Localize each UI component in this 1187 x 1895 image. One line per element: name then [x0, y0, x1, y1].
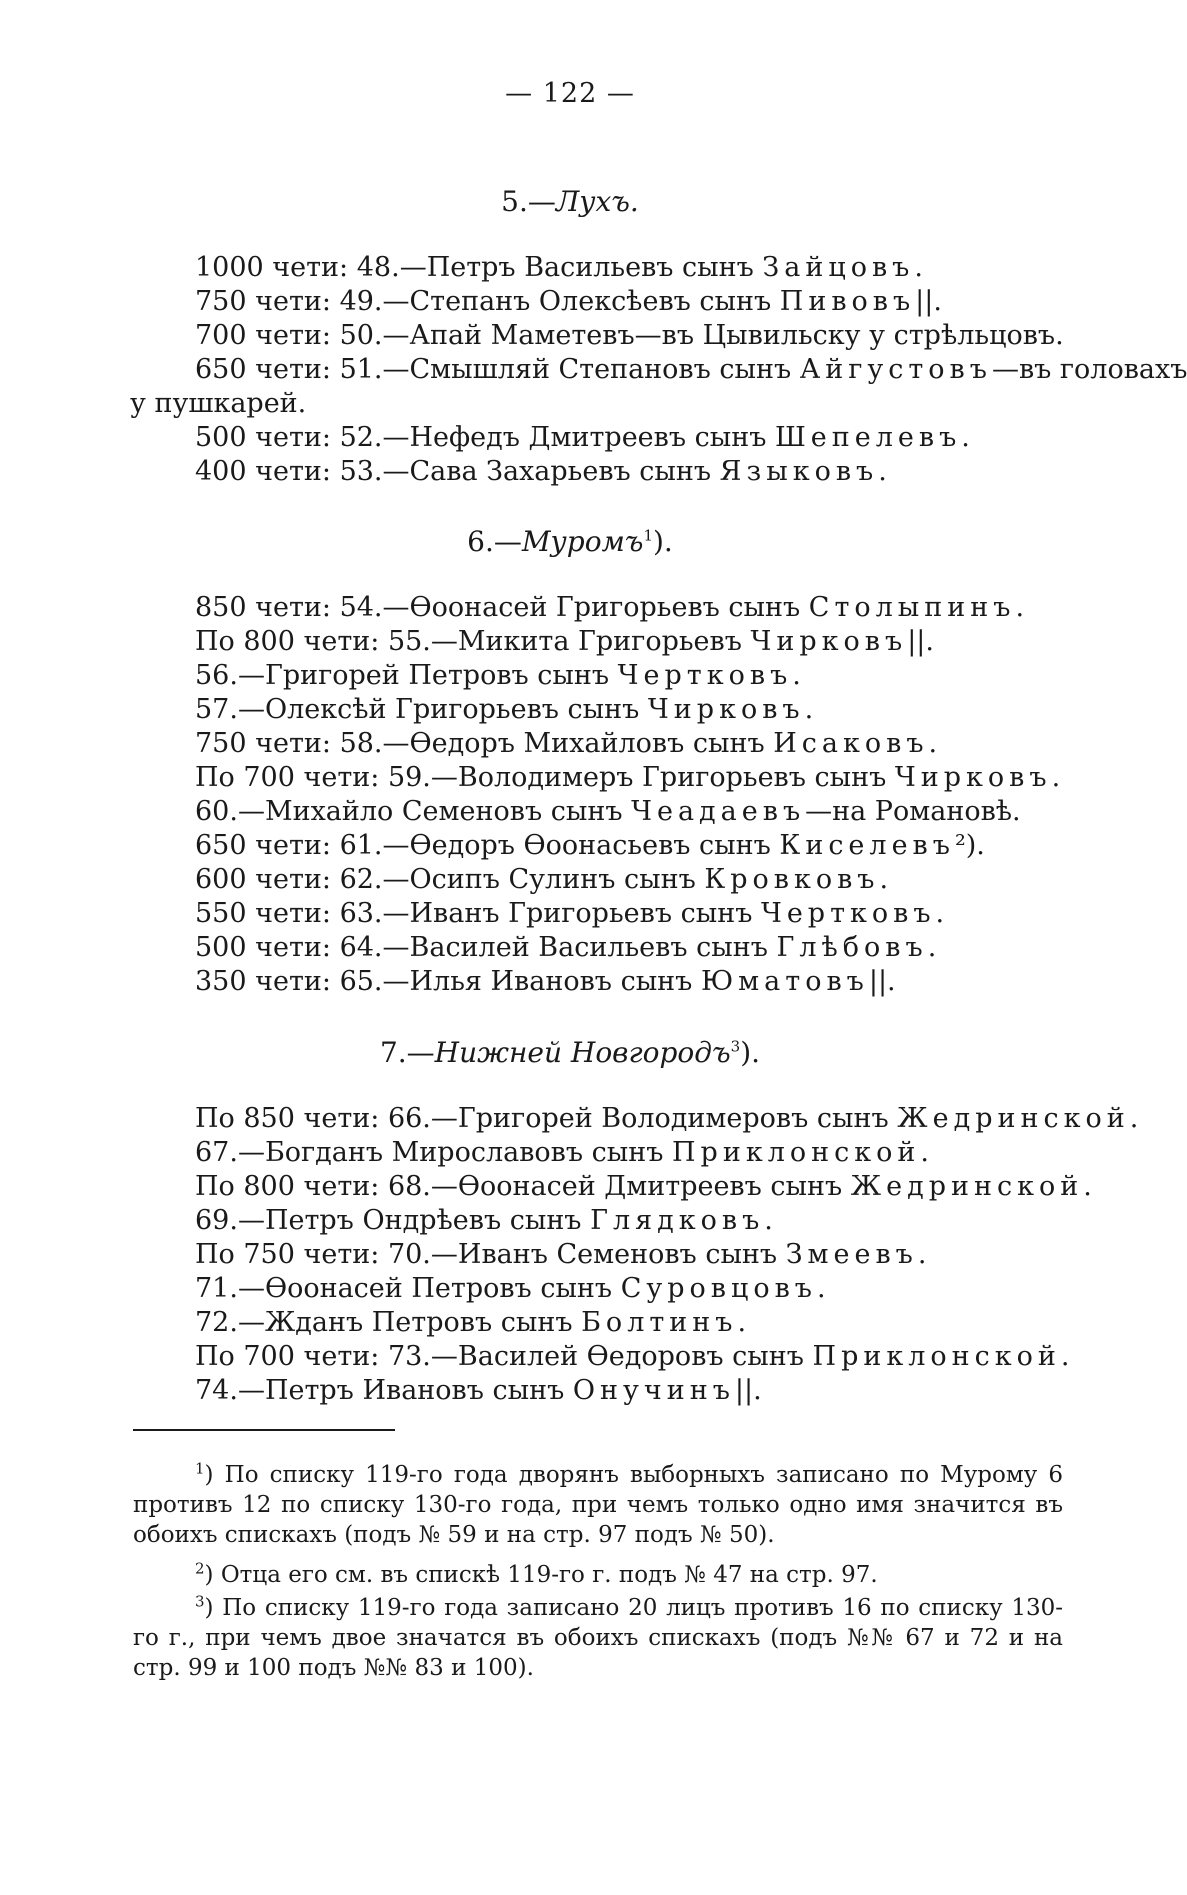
entry-line: 400 чети: 53.—Сава Захарьевъ сынъ Языковъ. [195, 456, 887, 487]
surname: Исаковъ [773, 728, 929, 759]
surname: Жедринской [897, 1103, 1130, 1134]
footnote-3: $^3$) По списку 119-го года записано 20 лицъ противъ 16 по списку 130-го г., при чемъ двое значатся въ обоихъ спискахъ (подъ №№ 67 и 72 и на стр. 99 и 100 подъ №№ 83 и 100). [133, 1592, 1063, 1681]
section-heading-luh [0, 185, 1140, 218]
entry-line: 1000 чети: 48.—Петръ Васильевъ сынъ Зайцовъ. [195, 252, 923, 283]
entry-line-continued: у пушкарей. [130, 388, 307, 419]
heading-number: 5.— [501, 185, 556, 218]
surname: Пивовъ [779, 286, 916, 317]
entry-line: 550 чети: 63.—Иванъ Григорьевъ сынъ Чертковъ. [195, 898, 945, 929]
entry-line: 750 чети: 49.—Степанъ Олексѣевъ сынъ Пивовъ||. [195, 286, 942, 317]
footnote-1: $^1$) По списку 119-го года дворянъ выборныхъ записано по Мурому 6 противъ 12 по списку 130-го года, при чемъ только одно имя значится въ обоихъ спискахъ (подъ № 59 и на стр. 97 подъ № 50). [133, 1459, 1063, 1548]
surname: Змеевъ [785, 1239, 918, 1270]
surname: Юматовъ [700, 966, 869, 997]
entry-line: По 750 чети: 70.—Иванъ Семеновъ сынъ Змеевъ. [195, 1239, 927, 1270]
footnote-2: $^2$) Отца его см. въ спискѣ 119-го г. подъ № 47 на стр. 97. [195, 1559, 878, 1588]
entry-line: 57.—Олексѣй Григорьевъ сынъ Чирковъ. [195, 694, 814, 725]
entry-line: По 850 чети: 66.—Григорей Володимеровъ сынъ Жедринской. [195, 1103, 1139, 1134]
surname: Чертковъ [617, 660, 793, 691]
entry-line: 850 чети: 54.—Ѳоонасей Григорьевъ сынъ Столыпинъ. [195, 592, 1025, 623]
surname: Языковъ [719, 456, 879, 487]
surname: Глѣбовъ [776, 932, 928, 963]
entry-line: 350 чети: 65.—Илья Ивановъ сынъ Юматовъ||. [195, 966, 896, 997]
entry-line: По 800 чети: 68.—Ѳоонасей Дмитреевъ сынъ Жедринской. [195, 1171, 1092, 1202]
entry-line: По 700 чети: 59.—Володимеръ Григорьевъ сынъ Чирковъ. [195, 762, 1061, 793]
surname: Чирковъ [647, 694, 805, 725]
surname: Киселевъ [779, 830, 955, 861]
heading-place: Нижней Новгородъ [434, 1036, 731, 1069]
surname: Суровцовъ [620, 1273, 817, 1304]
entry-line: 71.—Ѳоонасей Петровъ сынъ Суровцовъ. [195, 1273, 826, 1304]
heading-place: Муромъ [521, 525, 644, 558]
surname: Чирковъ [750, 626, 908, 657]
entry-line: 69.—Петръ Ондрѣевъ сынъ Глядковъ. [195, 1205, 773, 1236]
entry-line: 500 чети: 64.—Василей Васильевъ сынъ Глѣбовъ. [195, 932, 937, 963]
surname: Чертковъ [760, 898, 936, 929]
surname: Зайцовъ [762, 252, 915, 283]
surname: Приклонской [812, 1341, 1061, 1372]
footnote-divider [133, 1429, 395, 1431]
entry-line: По 800 чети: 55.—Микита Григорьевъ Чирковъ||. [195, 626, 934, 657]
entry-line: 600 чети: 62.—Осипъ Сулинъ сынъ Кровковъ. [195, 864, 889, 895]
entry-line: 700 чети: 50.—Апай Маметевъ—въ Цывильску у стрѣльцовъ. [195, 320, 1064, 351]
page-number: — 122 — [505, 78, 635, 109]
entry-line: 67.—Богданъ Мирославовъ сынъ Приклонской. [195, 1137, 929, 1168]
surname: Болтинъ [581, 1307, 738, 1338]
surname: Айгустовъ [799, 354, 992, 385]
section-heading-murom: 6.—Муромъ$^1$). [467, 525, 673, 558]
entry-line: 72.—Жданъ Петровъ сынъ Болтинъ. [195, 1307, 747, 1338]
entry-line: 750 чети: 58.—Ѳедоръ Михайловъ сынъ Исаковъ. [195, 728, 938, 759]
surname: Онучинъ [572, 1375, 735, 1406]
entry-line: По 700 чети: 73.—Василей Ѳедоровъ сынъ Приклонской. [195, 1341, 1070, 1372]
surname: Чеадаевъ [631, 796, 806, 827]
entry-line: 650 чети: 61.—Ѳедоръ Ѳоонасьевъ сынъ Киселевъ²). [195, 830, 985, 861]
entry-line: 60.—Михайло Семеновъ сынъ Чеадаевъ—на Романовѣ. [195, 796, 1021, 827]
surname: Жедринской [850, 1171, 1084, 1202]
surname: Глядковъ [590, 1205, 765, 1236]
surname: Приклонской [672, 1137, 921, 1168]
surname: Столыпинъ [808, 592, 1016, 623]
surname: Кровковъ [704, 864, 880, 895]
section-heading-nizhny: 7.—Нижней Новгородъ$^3$). [379, 1036, 761, 1069]
entry-line: 500 чети: 52.—Нефедъ Дмитреевъ сынъ Шепелевъ. [195, 422, 970, 453]
surname: Чирковъ [894, 762, 1052, 793]
entry-line: 74.—Петръ Ивановъ сынъ Онучинъ||. [195, 1375, 762, 1406]
entry-line: 56.—Григорей Петровъ сынъ Чертковъ. [195, 660, 801, 691]
heading-place: Лухъ. [555, 185, 639, 218]
entry-line: 650 чети: 51.—Смышляй Степановъ сынъ Айгустовъ—въ головахъ [195, 354, 1187, 385]
surname: Шепелевъ [774, 422, 962, 453]
